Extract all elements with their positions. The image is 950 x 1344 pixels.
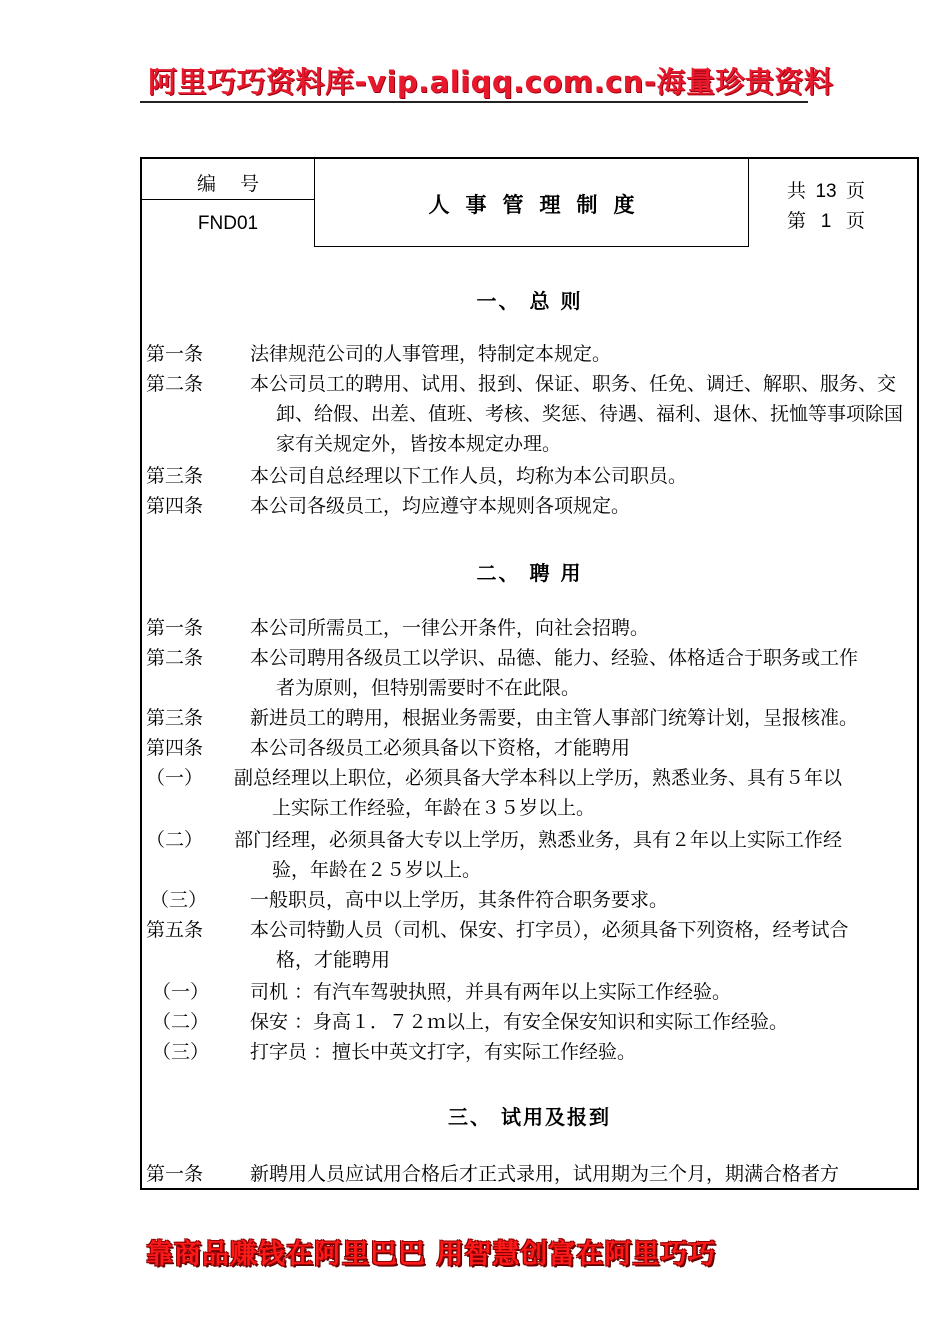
clause-label: （一） — [152, 981, 210, 1003]
clause-text: 验，年龄在２５岁以上。 — [272, 859, 482, 881]
top-banner: 阿里巧巧资料库-vip.aliqq.com.cn-海量珍贵资料 — [148, 65, 834, 99]
total-pages-suffix: 页 — [846, 180, 866, 202]
clause-label: （三） — [152, 1041, 210, 1063]
document-frame — [140, 157, 919, 1190]
section-title-general: 一、 总 则 — [476, 289, 583, 313]
article-label: 第三条 — [146, 465, 204, 487]
header-code-cell — [142, 159, 314, 247]
article-text: 本公司特勤人员（司机、保安、打字员），必须具备下列资格，经考试合 — [250, 919, 849, 941]
clause-label: （二） — [152, 1011, 210, 1033]
current-page-prefix: 第 — [787, 210, 807, 232]
section-title-hiring: 二、 聘 用 — [476, 561, 583, 585]
clause-label: （三） — [150, 889, 208, 911]
clause-text: 上实际工作经验，年龄在３５岁以上。 — [272, 797, 596, 819]
clause-text: 打字员 ：擅长中英文打字，有实际工作经验。 — [250, 1041, 637, 1063]
current-page-suffix: 页 — [846, 210, 866, 232]
bottom-banner: 靠商品赚钱在阿里巴巴 用智慧创富在阿里巧巧 — [146, 1239, 717, 1270]
code-value: FND01 — [197, 213, 259, 234]
clause-text: 保安 ：身高１．７２ｍ以上，有安全保安知识和实际工作经验。 — [250, 1011, 789, 1033]
article-label: 第四条 — [146, 737, 204, 759]
clause-text: 司机 ：有汽车驾驶执照，并具有两年以上实际工作经验。 — [250, 981, 732, 1003]
article-text: 新聘用人员应试用合格后才正式录用，试用期为三个月，期满合格者方 — [250, 1163, 840, 1185]
top-banner-rule — [140, 101, 808, 103]
article-text: 新进员工的聘用，根据业务需要，由主管人事部门统筹计划，呈报核准。 — [250, 707, 859, 729]
article-label: 第一条 — [146, 617, 204, 639]
article-label: 第一条 — [146, 1163, 204, 1185]
header-divider — [142, 199, 314, 200]
article-label: 第四条 — [146, 495, 204, 517]
article-text: 本公司聘用各级员工以学识、品德、能力、经验、体格适合于职务或工作 — [250, 647, 859, 669]
header-page-cell — [749, 159, 919, 247]
clause-text: 副总经理以上职位，必须具备大学本科以上学历，熟悉业务、具有５年以 — [234, 767, 843, 789]
article-text: 家有关规定外，皆按本规定办理。 — [276, 433, 562, 455]
clause-text: 部门经理，必须具备大专以上学历，熟悉业务，具有２年以上实际工作经 — [234, 829, 843, 851]
total-pages-number: 13 — [815, 181, 837, 202]
clause-text: 一般职员，高中以上学历，其条件符合职务要求。 — [250, 889, 669, 911]
article-text: 格，才能聘用 — [276, 949, 391, 971]
section-title-probation: 三、 试用及报到 — [448, 1105, 611, 1129]
article-text: 本公司所需员工，一律公开条件，向社会招聘。 — [250, 617, 650, 639]
article-text: 本公司各级员工，均应遵守本规则各项规定。 — [250, 495, 631, 517]
clause-label: （二） — [146, 829, 204, 851]
code-label: 编号 — [196, 173, 283, 195]
header-title-cell — [314, 159, 749, 247]
current-page-number: 1 — [820, 211, 832, 232]
article-text: 者为原则，但特别需要时不在此限。 — [276, 677, 581, 699]
article-label: 第二条 — [146, 647, 204, 669]
article-label: 第五条 — [146, 919, 204, 941]
article-text: 法律规范公司的人事管理，特制定本规定。 — [250, 343, 612, 365]
article-label: 第一条 — [146, 343, 204, 365]
article-label: 第三条 — [146, 707, 204, 729]
document-title: 人事管理制度 — [428, 193, 651, 217]
article-label: 第二条 — [146, 373, 204, 395]
article-text: 本公司各级员工必须具备以下资格，才能聘用 — [250, 737, 631, 759]
article-text: 卸、给假、出差、值班、考核、奖惩、待遇、福利、退休、抚恤等事项除国 — [276, 403, 904, 425]
current-page — [787, 206, 865, 233]
total-pages-prefix: 共 — [787, 180, 807, 202]
article-text: 本公司自总经理以下工作人员，均称为本公司职员。 — [250, 465, 688, 487]
article-text: 本公司员工的聘用、试用、报到、保证、职务、任免、调迁、解职、服务、交 — [250, 373, 897, 395]
total-pages — [787, 176, 865, 203]
clause-label: （一） — [146, 767, 204, 789]
